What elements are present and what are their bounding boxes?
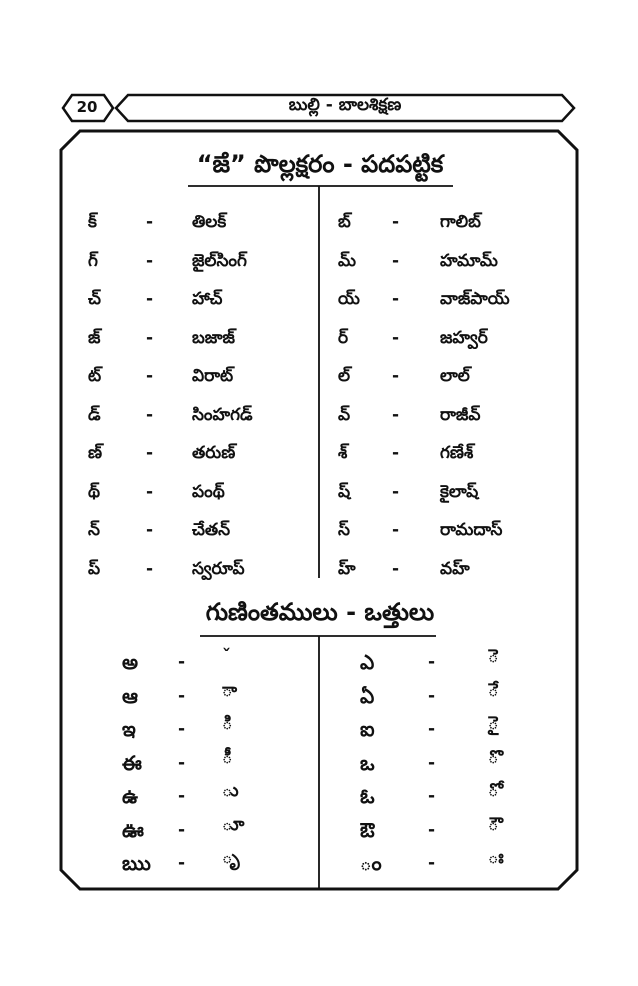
- separator-dash: -: [146, 289, 154, 309]
- vowel-letter: అ: [122, 650, 138, 674]
- consonant-letter: థ్: [88, 482, 101, 502]
- vowel-sign: ః: [488, 847, 504, 868]
- vowel-letter: ఉ: [122, 784, 138, 808]
- separator-dash: -: [392, 328, 400, 348]
- separator-dash: -: [146, 482, 154, 502]
- separator-dash: -: [392, 559, 400, 579]
- separator-dash: -: [178, 853, 186, 873]
- example-word: విరాట్: [192, 366, 234, 386]
- vowel-letter: ఈ: [122, 751, 142, 775]
- vowel-letter: ఒ: [360, 751, 375, 775]
- example-word: తిలక్: [192, 212, 227, 232]
- example-word: బజాజ్: [192, 328, 235, 348]
- example-word: తరుణ్: [192, 443, 236, 463]
- separator-dash: -: [428, 786, 436, 806]
- separator-dash: -: [428, 719, 436, 739]
- example-word: రాజీవ్: [440, 405, 481, 425]
- vowel-letter: ఏ: [360, 684, 375, 708]
- example-word: వాజ్‌పాయ్: [440, 289, 510, 309]
- separator-dash: -: [428, 686, 436, 706]
- consonant-letter: ప్: [88, 559, 101, 579]
- separator-dash: -: [146, 366, 154, 386]
- separator-dash: -: [392, 443, 400, 463]
- separator-dash: -: [392, 405, 400, 425]
- consonant-letter: ట్: [88, 366, 102, 386]
- example-word: గణేశ్: [440, 443, 474, 463]
- separator-dash: -: [146, 212, 154, 232]
- separator-dash: -: [428, 753, 436, 773]
- vowel-sign: ౌ: [488, 814, 499, 835]
- vowel-sign: ీ: [222, 747, 233, 768]
- vowel-letter: ఔ: [360, 818, 375, 842]
- vowel-sign: ొ: [488, 747, 499, 768]
- vowel-sign: ా: [222, 680, 238, 701]
- separator-dash: -: [178, 786, 186, 806]
- example-word: గాలిబ్: [440, 212, 481, 232]
- vowel-sign: ృ: [222, 847, 240, 868]
- consonant-letter: ణ్: [88, 443, 103, 463]
- separator-dash: -: [178, 686, 186, 706]
- vowel-sign: ు: [222, 780, 239, 801]
- separator-dash: -: [392, 212, 400, 232]
- vowel-letter: ఓ: [360, 784, 375, 808]
- consonant-letter: ర్: [338, 328, 349, 348]
- vowel-sign: ో: [488, 780, 499, 801]
- separator-dash: -: [428, 853, 436, 873]
- vowel-letter: ఎ: [360, 650, 375, 674]
- separator-dash: -: [146, 520, 154, 540]
- separator-dash: -: [428, 652, 436, 672]
- section2-title: గుణింతములు - ఒత్తులు: [205, 598, 435, 626]
- book-title: బుల్లి - బాలశిక్షణ: [288, 95, 402, 115]
- example-word: రామదాస్: [440, 520, 503, 540]
- separator-dash: -: [178, 652, 186, 672]
- separator-dash: -: [178, 820, 186, 840]
- consonant-letter: క్: [88, 212, 97, 232]
- vowel-sign: ై: [488, 713, 499, 734]
- separator-dash: -: [178, 719, 186, 739]
- separator-dash: -: [392, 289, 400, 309]
- vowel-sign: ి: [222, 713, 233, 734]
- separator-dash: -: [428, 820, 436, 840]
- consonant-letter: బ్: [338, 212, 351, 232]
- separator-dash: -: [146, 405, 154, 425]
- consonant-letter: హ్: [338, 559, 356, 579]
- example-word: చేతన్: [192, 520, 231, 540]
- vowel-letter: ఊ: [122, 818, 144, 842]
- example-word: సింహగడ్: [192, 405, 253, 425]
- separator-dash: -: [392, 251, 400, 271]
- consonant-letter: య్: [338, 289, 360, 309]
- example-word: కైలాష్: [440, 482, 479, 502]
- separator-dash: -: [146, 251, 154, 271]
- vowel-sign: ూ: [222, 814, 245, 835]
- separator-dash: -: [392, 366, 400, 386]
- example-word: వహ్: [440, 559, 470, 579]
- vowel-letter: ఐ: [360, 717, 375, 741]
- consonant-letter: గ్: [88, 251, 98, 271]
- consonant-letter: చ్: [88, 289, 101, 309]
- example-word: జైల్‌సింగ్: [192, 251, 247, 271]
- vowel-sign: ˇ: [222, 646, 231, 667]
- example-word: లాల్: [440, 366, 470, 386]
- separator-dash: -: [392, 520, 400, 540]
- example-word: జహ్వర్: [440, 328, 488, 348]
- separator-dash: -: [146, 328, 154, 348]
- consonant-letter: జ్: [88, 328, 101, 348]
- separator-dash: -: [146, 559, 154, 579]
- consonant-letter: శ్: [338, 443, 348, 463]
- consonant-letter: న్: [88, 520, 100, 540]
- vowel-sign: ె: [488, 646, 499, 667]
- consonant-letter: వ్: [338, 405, 351, 425]
- consonant-letter: ల్: [338, 366, 351, 386]
- example-word: హాచ్: [192, 289, 223, 309]
- separator-dash: -: [392, 482, 400, 502]
- consonant-letter: మ్: [338, 251, 356, 271]
- consonant-letter: డ్: [88, 405, 101, 425]
- example-word: హమామ్: [440, 251, 498, 271]
- vowel-letter: ం: [360, 851, 382, 875]
- consonant-letter: స్: [338, 520, 350, 540]
- vowel-letter: ఆ: [122, 684, 138, 708]
- page-number: 20: [76, 98, 98, 116]
- separator-dash: -: [178, 753, 186, 773]
- vowel-letter: ఇ: [122, 717, 136, 741]
- section1-title: “ౙ” పొల్లక్షరం - పదపట్టిక: [196, 150, 444, 178]
- example-word: స్వరూప్: [192, 559, 245, 579]
- separator-dash: -: [146, 443, 154, 463]
- consonant-letter: ష్: [338, 482, 351, 502]
- example-word: పంథ్: [192, 482, 225, 502]
- vowel-sign: ే: [488, 680, 499, 701]
- vowel-letter: ఋ: [122, 851, 151, 875]
